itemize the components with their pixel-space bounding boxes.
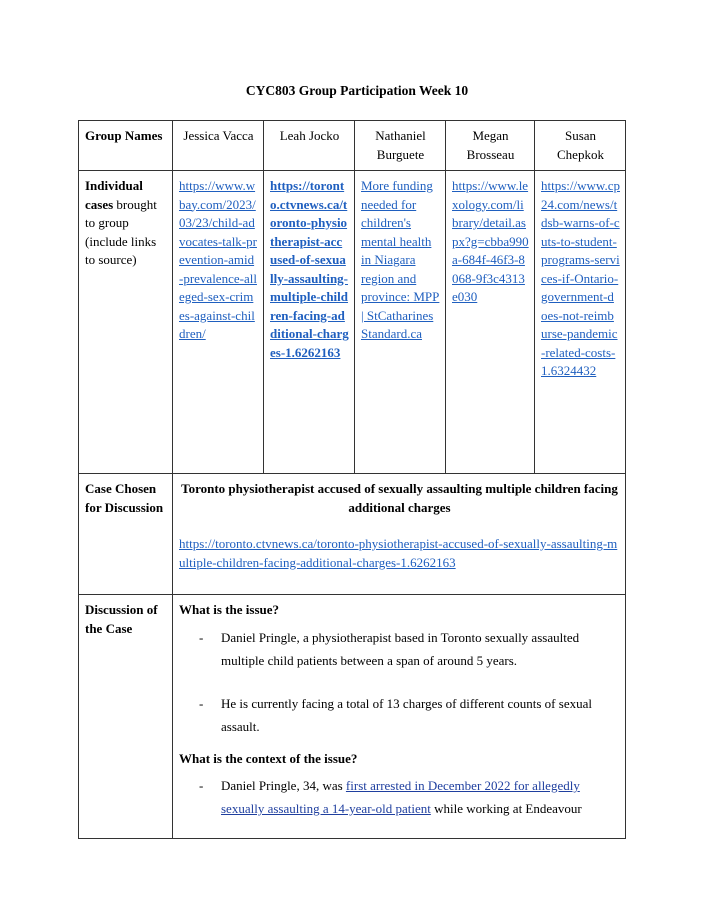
header-row [79, 121, 626, 171]
discussion-content [173, 595, 626, 839]
question-heading: What is the context of the issue? [179, 750, 358, 766]
member-name: Megan Brosseau [446, 121, 535, 171]
member-name: Jessica Vacca [173, 121, 264, 171]
document-title: CYC803 Group Participation Week 10 [245, 83, 469, 98]
discussion-row [79, 595, 626, 839]
case-chosen-content [173, 474, 626, 595]
case-chosen-row [79, 474, 626, 595]
arrest-article-link[interactable]: first arrested in December 2022 for allegedly sexually assaulting a 14-year-old patient [221, 778, 580, 816]
case-title: Toronto physiotherapist accused of sexually assaulting multiple children facing additional charges [181, 481, 618, 515]
member-name: Leah Jocko [264, 121, 355, 171]
case-link[interactable]: https://www.wbay.com/2023/03/23/child-advocates-talk-prevention-amid-prevalence-alleged-sex-crimes-against-children/ [179, 178, 257, 341]
participation-table [78, 120, 626, 839]
list-item: - Daniel Pringle, 34, was first arrested in December 2022 for allegedly sexually assaulting a 14-year-old patient while working at Endeavour [179, 774, 620, 820]
group-names-label: Group Names [79, 121, 173, 171]
case-chosen-label: Case Chosen for Discussion [79, 474, 173, 595]
bullet-list [179, 774, 620, 820]
case-link[interactable]: More funding needed for children's mental health in Niagara region and province: MPP | StCatharines Standard.ca [361, 178, 440, 341]
list-item: - Daniel Pringle, a physiotherapist based in Toronto sexually assaulted multiple child patients between a span of around 5 years. [179, 626, 620, 672]
list-item: - He is currently facing a total of 13 charges of different counts of sexual assault. [179, 692, 620, 738]
case-link[interactable]: https://www.cp24.com/news/tdsb-warns-of-cuts-to-student-programs-services-if-Ontario-government-does-not-reimburse-pandemic-related-costs-1.6324432 [541, 178, 620, 378]
bullet-list [179, 626, 620, 738]
case-link[interactable]: https://toronto.ctvnews.ca/toronto-physiotherapist-accused-of-sexually-assaulting-multiple-children-facing-additional-charges-1.6262163 [270, 178, 349, 360]
individual-cases-label: Individual cases brought to group (include links to source) [79, 171, 173, 474]
individual-cases-row [79, 171, 626, 474]
question-heading: What is the issue? [179, 602, 280, 617]
case-chosen-link[interactable]: https://toronto.ctvnews.ca/toronto-physiotherapist-accused-of-sexually-assaulting-multiple-children-facing-additional-charges-1.6262163 [179, 536, 618, 570]
member-name: Susan Chepkok [535, 121, 626, 171]
case-link[interactable]: https://www.lexology.com/library/detail.aspx?g=cbba990a-684f-46f3-8068-9f3c4313e030 [452, 178, 529, 304]
discussion-label: Discussion of the Case [79, 595, 173, 839]
member-name: Nathaniel Burguete [355, 121, 446, 171]
